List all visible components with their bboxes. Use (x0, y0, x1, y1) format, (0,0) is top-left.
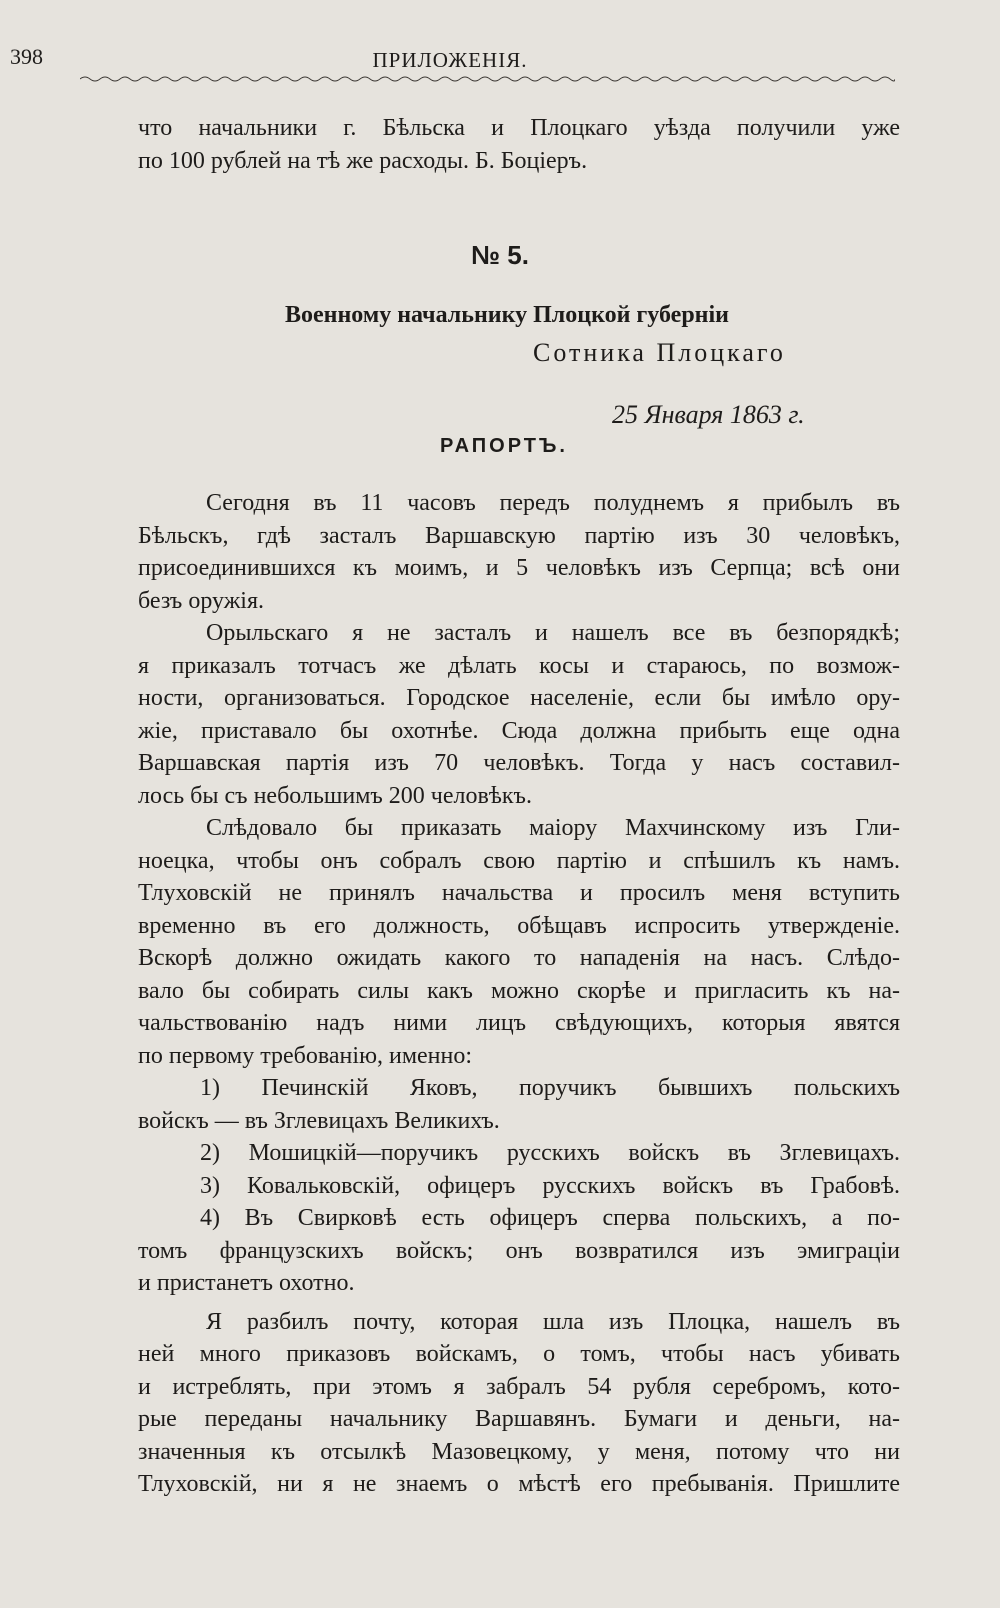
text-line: ности, организоваться. Городское населеніе, если бы имѣло ору- (138, 685, 900, 711)
text-line: томъ французскихъ войскъ; онъ возвратился изъ эмиграціи (138, 1237, 900, 1264)
list-item: 2) Мошицкій—поручикъ русскихъ войскъ въ Зглевицахъ. (200, 1140, 900, 1166)
text-line: значенныя къ отсылкѣ Мазовецкому, у меня, потому что ни (138, 1438, 900, 1465)
document-number: № 5. (471, 240, 529, 270)
text-line: лось бы съ небольшимъ 200 человѣкъ. (138, 782, 532, 809)
text-line: чальствованію надъ ними лицъ свѣдующихъ, которыя явятся (138, 1010, 900, 1036)
text-line: Тлуховскій, ни я не знаемъ о мѣстѣ его пребыванія. Пришлите (138, 1471, 900, 1497)
page-number: 398 (10, 44, 43, 69)
text-line: по 100 рублей на тѣ же расходы. Б. Боціеръ. (138, 147, 588, 174)
text-line: Слѣдовало бы приказать маіору Махчинскому изъ Гли- (206, 815, 900, 841)
report-body (138, 487, 900, 1501)
text-line: ноецка, чтобы онъ собралъ свою партію и спѣшилъ къ намъ. (138, 847, 900, 874)
text-line: я приказалъ тотчасъ же дѣлать косы и стараюсь, по возмож- (138, 652, 900, 679)
text-line: войскъ — въ Зглевицахъ Великихъ. (138, 1107, 500, 1134)
addressee-line: Военному начальнику Плоцкой губерніи (284, 302, 729, 328)
text-line: рые переданы начальнику Варшавянъ. Бумаги и деньги, на- (138, 1406, 900, 1432)
text-line: Бѣльскъ, гдѣ засталъ Варшавскую партію изъ 30 человѣкъ, (138, 522, 900, 549)
text-line: Орыльскаго я не засталъ и нашелъ все въ безпорядкѣ; (206, 620, 900, 646)
text-line: безъ оружія. (138, 587, 264, 614)
text-line: Сегодня въ 11 часовъ передъ полуднемъ я прибылъ въ (206, 490, 900, 516)
list-item: 4) Въ Свирковѣ есть офицеръ сперва польскихъ, а по- (200, 1205, 900, 1231)
list-item: 3) Ковальковскій, офицеръ русскихъ войскъ въ Грабовѣ. (200, 1172, 900, 1199)
text-line: временно въ его должность, обѣщавъ испросить утвержденіе. (138, 912, 900, 939)
text-line: ней много приказовъ войскамъ, о томъ, чтобы насъ убивать (138, 1341, 900, 1367)
text-line: жіе, приставало бы охотнѣе. Сюда должна прибыть еще одна (138, 717, 900, 744)
text-line: Тлуховскій не принялъ начальства и просилъ меня вступить (138, 880, 900, 906)
header-wavy-rule (80, 74, 895, 84)
text-line: что начальники г. Бѣльска и Плоцкаго уѣзда получили уже (138, 115, 900, 141)
document-heading: РАПОРТЪ. (440, 435, 568, 457)
document-date: 25 Января 1863 г. (612, 400, 805, 429)
running-title: ПРИЛОЖЕНІЯ. (372, 48, 528, 72)
text-line: и истреблять, при этомъ я забралъ 54 рубля серебромъ, кото- (138, 1373, 900, 1400)
text-line: присоединившихся къ моимъ, и 5 человѣкъ изъ Серпца; всѣ они (138, 555, 900, 581)
list-item: 1) Печинскій Яковъ, поручикъ бывшихъ польскихъ (200, 1075, 900, 1101)
sender-line: Сотника Плоцкаго (533, 338, 786, 367)
text-line: и пристанетъ охотно. (138, 1270, 355, 1296)
text-line: Варшавская партія изъ 70 человѣкъ. Тогда у насъ составил- (138, 750, 900, 776)
previous-document-ending (138, 112, 900, 177)
text-line: по первому требованію, именно: (138, 1042, 473, 1069)
text-line: Вскорѣ должно ожидать какого то нападенія на насъ. Слѣдо- (138, 945, 900, 971)
text-line: вало бы собирать силы какъ можно скорѣе и пригласить къ на- (138, 977, 900, 1004)
text-line: Я разбилъ почту, которая шла изъ Плоцка, нашелъ въ (206, 1308, 900, 1335)
